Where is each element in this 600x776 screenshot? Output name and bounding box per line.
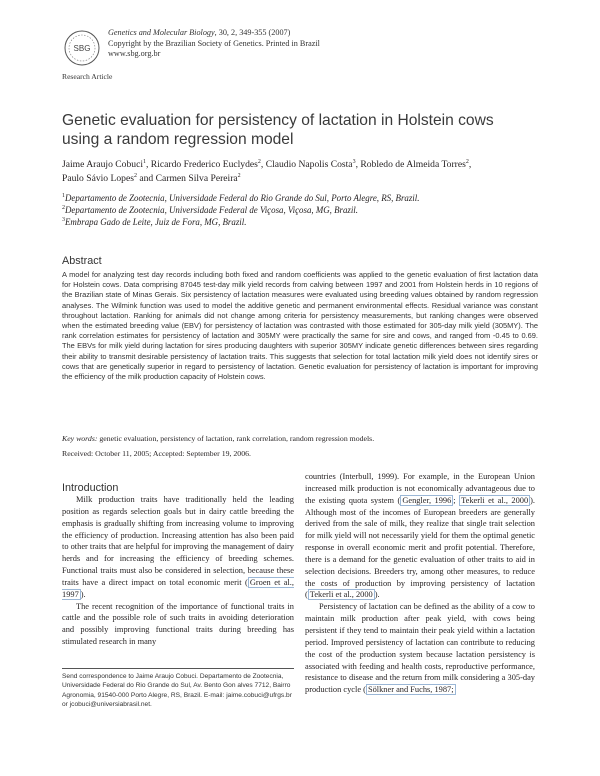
journal-header [108,28,320,60]
journal-url[interactable]: www.sbg.org.br [108,49,161,58]
citation-link[interactable]: Gengler, 1996 [402,495,452,505]
volume-info: , 30, 2, 349-355 (2007) [214,28,291,37]
author: Paulo Sávio Lopes [62,172,134,184]
journal-logo [62,28,102,68]
citation-link[interactable]: Sölkner and Fuchs, 1987; [367,685,454,695]
abstract-text: A model for analyzing test day records including both fixed and random coefficients was applied to the genetic evaluation of first lactation data for Holstein cows. Data comprising 87045 test-day milk yield records from calving between 1997 and 2001 from Holstein herds in 10 regions of the Brazilian state of Minas Gerais. Six persistency of lactation measures were evaluated using breeding values obtained by random regression analyses. The Wilmink function was used to model the additive genetic and permanent environmental effects. Residual variance was constant throughout lactation. Ranking for animals did not change among criteria for persistency measurements, but ranking changes were observed when the estimated breeding value (EBV) for persistency of lactation was contrasted with those estimated for 305-day milk yield (305MY). The rank correlation estimates for persistency of lactation and 305MY were practically the same for sire and cows, and ranged from -0.45 to 0.69. The EBVs for milk yield during lactation for sires producing daughters with superior 305MY indicate genetic differences between sires regarding their ability to transmit desirable persistency of lactation traits. This suggests that selection for total lactation milk yield does not identify sires or cows that are genetically superior in regard to persistency of lactation. Genetic evaluation for persistency of lactation is important for improving the efficiency of the milk production capacity of Holstein cows. [62,270,538,382]
author: Claudio Napolis Costa [265,159,353,170]
paragraph: countries (Interbull, 1999). For example, in the European Union increased milk production is not economically advantageous due to the existing quota system ( Gengler, 1996 ; Tekerli et al., 2000 ). Although most of the incomes of European breeders are generally derived from the sale of milk, they realize that single trait selection for milk yield will not necessarily yield for them the optimal genetic response in overall economic merit and profit potential. Therefore, there is a demand for the genetic evaluation of other traits to aid in selection decisions. Breeders try, among other measures, to reduce the costs of production by improving persistency of lactation ( Tekerli et al., 2000 ). [305,472,536,600]
paper-title [62,112,542,149]
paragraph: Persistency of lactation can be defined as the ability of a cow to maintain milk production after peak yield, with cows being persistent if they tend to maintain their peak yield within a lactation period. Improved persistency of lactation can contribute to reducing the cost of the production system because lactation persistency is associated with feeding and health costs, reproductive performance, resistance to disease and the return from milk considering a 305-day production cycle ( Sölkner and Fuchs, 1987; [305,602,535,695]
received-date: Received: October 11, 2005; Accepted: September 19, 2006. [62,449,251,458]
citation-link[interactable]: Groen et al., 1997 [62,577,294,599]
introduction-heading: Introduction [62,482,119,494]
author: Carmen Silva Pereira [155,172,238,184]
paragraph: The recent recognition of the importance of functional traits in cattle and the possible role of such traits in avoiding deterioration and possibly improving functional traits during breeding has stimulated research in many [62,601,294,647]
affiliation: Departamento de Zootecnia, Universidade Federal de Viçosa, Viçosa, MG, Brazil. [65,205,358,215]
author: Robledo de Almeida Torres [360,159,466,170]
keywords [62,434,542,444]
citation-link[interactable]: Tekerli et al., 2000 [461,495,529,505]
affiliations: $^1$Departamento de Zootecnia, Universidade Federal do Rio Grande do Sul, Porto Alegre, RS, Brazil. $^2$Departamento de Zootecnia, Universidade Federal de Viçosa, Viçosa, MG, Brazil. $^3$Embrapa Gado de Leite, Juiz de Fora, MG, Brazil. [62,193,420,227]
citation-link[interactable]: Tekerli et al., 2000 [309,590,373,600]
abstract-heading: Abstract [62,255,102,267]
journal-title: Genetics and Molecular Biology [108,28,215,37]
affiliation: Departamento de Zootecnia, Universidade Federal do Rio Grande do Sul, Porto Alegre, RS, Brazil. [65,193,420,203]
keywords-label: Key words: [62,434,98,443]
keywords-list: genetic evaluation, persistency of lactation, rank correlation, random regression models. [97,434,375,443]
affiliation: Embrapa Gado de Leite, Juiz de Fora, MG, Brazil. [65,217,247,227]
paragraph: Milk production traits have traditionally held the leading position as regards selection goals but in dairy cattle breeding the emphasis is gradually shifting from increasing volume to improving the efficiency of production. Increasing attention has also been paid to other traits that are helpful for improving the management of dairy herds and for increasing the efficiency of breeding schemes. Functional traits must also be considered in selection, because these traits have a direct impact on total economic merit ( Groen et al., 1997 ). [62,495,294,599]
copyright-line: Copyright by the Brazilian Society of Genetics. Printed in Brazil [108,38,320,48]
body-column-right [305,471,535,696]
title-line-2: using a random regression model [62,130,294,148]
author: Jaime Araujo Cobuci [62,159,143,170]
correspondence-footnote: Send correspondence to Jaime Araujo Cobuci. Departamento de Zootecnia, Universidade Federal do Rio Grande do Sul, Av. Bento Gon alves 7712, Bairro Agronomia, 91540-000 Porto Alegre, RS, Brazil. E-mail: jaime.cobuci@ufrgs.br or jcobuci@universiabrasil.net. [62,673,292,708]
author: Ricardo Frederico Euclydes [150,159,258,170]
logo-text: SBG [73,44,91,53]
article-type: Research Article [62,72,113,81]
footnote-divider [62,668,294,669]
body-column-left [62,494,294,648]
title-line-1: Genetic evaluation for persistency of lactation in Holstein cows [62,112,494,129]
author-list: Jaime Araujo Cobuci$^1$, Ricardo Frederico Euclydes$^2$, Claudio Napolis Costa$^3$, Robledo de Almeida Torres$^2$, Paulo Sávio Lopes$^2$ and Carmen Silva Pereira$^2$ [62,158,472,184]
